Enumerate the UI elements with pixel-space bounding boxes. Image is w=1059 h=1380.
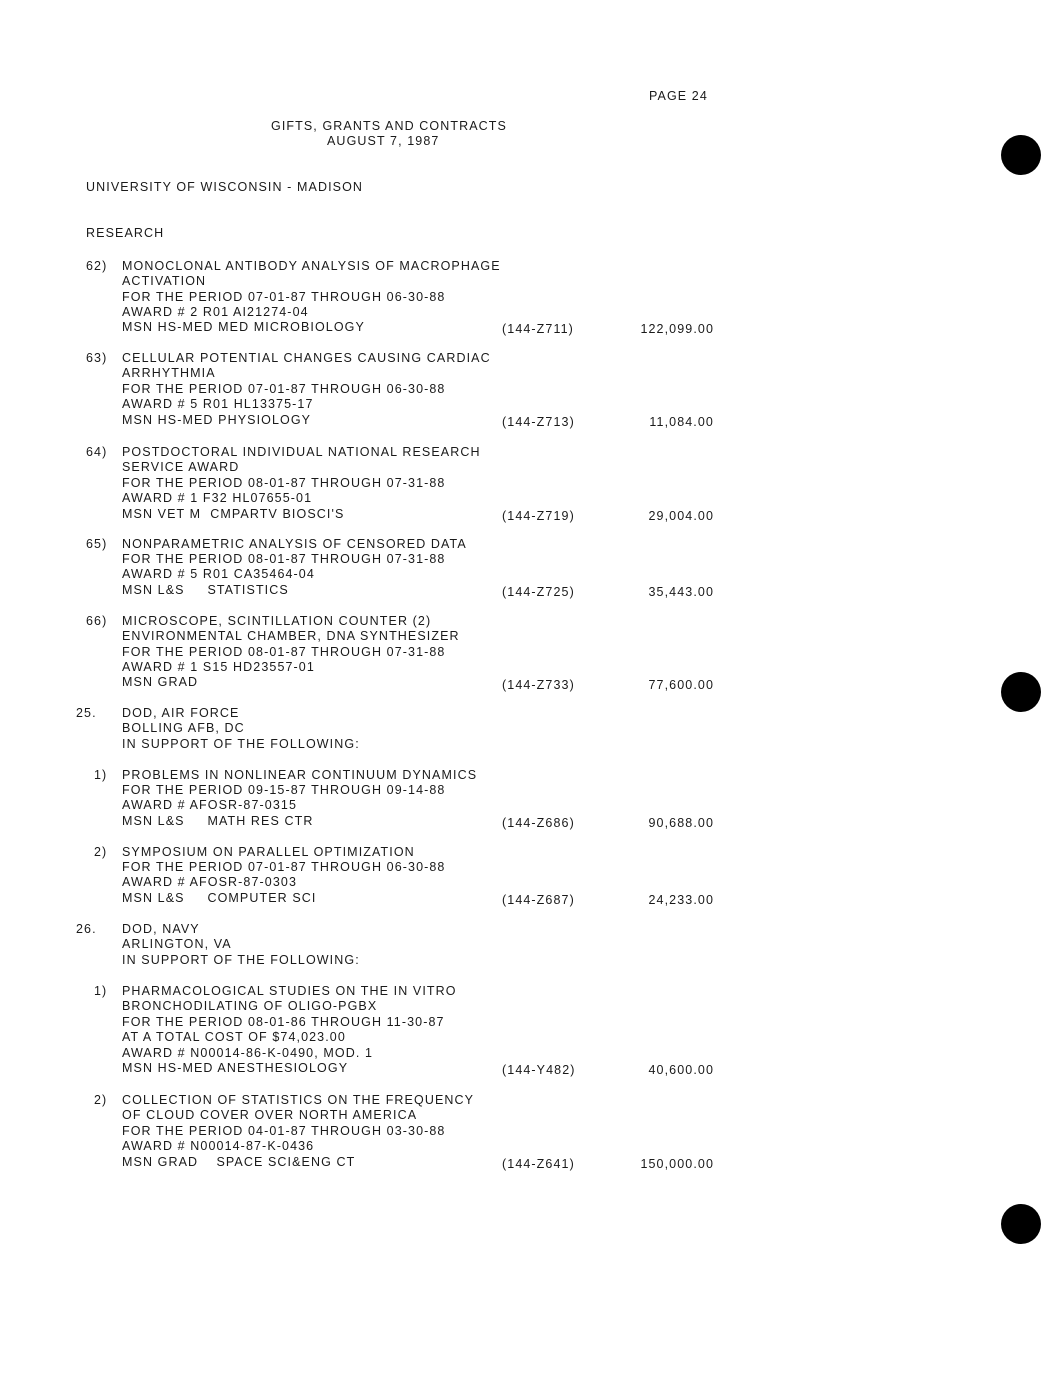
account-code: (144-Z719)	[502, 509, 575, 523]
entry-number: 62)	[86, 259, 108, 273]
entry-line: MSN L&S MATH RES CTR	[122, 814, 314, 828]
account-code: (144-Z641)	[502, 1157, 575, 1171]
entry-line: AT A TOTAL COST OF $74,023.00	[122, 1030, 346, 1044]
entry-line: MSN HS-MED MED MICROBIOLOGY	[122, 320, 365, 334]
entry-line: FOR THE PERIOD 08-01-86 THROUGH 11-30-87	[122, 1015, 445, 1029]
sponsor-number: 26.	[76, 922, 97, 936]
document-date: AUGUST 7, 1987	[327, 134, 440, 148]
entry-line: NONPARAMETRIC ANALYSIS OF CENSORED DATA	[122, 537, 467, 551]
entry-line: AWARD # AFOSR-87-0315	[122, 798, 298, 812]
entry-number: 66)	[86, 614, 108, 628]
entry-number: 2)	[94, 1093, 108, 1107]
entry-line: FOR THE PERIOD 08-01-87 THROUGH 07-31-88	[122, 552, 446, 566]
entry-number: 1)	[94, 768, 108, 782]
account-code: (144-Z725)	[502, 585, 575, 599]
entry-line: MSN HS-MED ANESTHESIOLOGY	[122, 1061, 349, 1075]
entry-line: AWARD # N00014-86-K-0490, MOD. 1	[122, 1046, 374, 1060]
amount: 90,688.00	[648, 816, 714, 830]
amount: 35,443.00	[648, 585, 714, 599]
account-code: (144-Z687)	[502, 893, 575, 907]
entry-line: PROBLEMS IN NONLINEAR CONTINUUM DYNAMICS	[122, 768, 478, 782]
entry-line: MSN L&S STATISTICS	[122, 583, 289, 597]
entry-line: MSN GRAD SPACE SCI&ENG CT	[122, 1155, 356, 1169]
entry-line: FOR THE PERIOD 09-15-87 THROUGH 09-14-88	[122, 783, 446, 797]
account-code: (144-Z686)	[502, 816, 575, 830]
entry-number: 1)	[94, 984, 108, 998]
punch-hole	[1001, 1204, 1041, 1244]
entry-number: 65)	[86, 537, 108, 551]
entry-line: CELLULAR POTENTIAL CHANGES CAUSING CARDIAC	[122, 351, 491, 365]
sponsor-line: IN SUPPORT OF THE FOLLOWING:	[122, 737, 360, 751]
entry-line: AWARD # 2 R01 AI21274-04	[122, 305, 309, 319]
account-code: (144-Z711)	[502, 322, 574, 336]
punch-hole	[1001, 135, 1041, 175]
page-number: PAGE 24	[649, 89, 708, 103]
amount: 77,600.00	[648, 678, 714, 692]
amount: 122,099.00	[640, 322, 714, 336]
entry-line: SYMPOSIUM ON PARALLEL OPTIMIZATION	[122, 845, 415, 859]
entry-line: MSN GRAD	[122, 675, 199, 689]
sponsor-line: DOD, NAVY	[122, 922, 200, 936]
entry-number: 63)	[86, 351, 108, 365]
entry-line: MICROSCOPE, SCINTILLATION COUNTER (2)	[122, 614, 432, 628]
punch-hole	[1001, 672, 1041, 712]
entry-number: 64)	[86, 445, 108, 459]
entry-line: SERVICE AWARD	[122, 460, 240, 474]
entry-line: BRONCHODILATING OF OLIGO-PGBX	[122, 999, 378, 1013]
institution-name: UNIVERSITY OF WISCONSIN - MADISON	[86, 180, 364, 194]
entry-line: AWARD # 5 R01 HL13375-17	[122, 397, 314, 411]
entry-line: AWARD # 5 R01 CA35464-04	[122, 567, 315, 581]
entry-line: FOR THE PERIOD 07-01-87 THROUGH 06-30-88	[122, 382, 446, 396]
amount: 11,084.00	[649, 415, 714, 429]
entry-line: AWARD # N00014-87-K-0436	[122, 1139, 315, 1153]
entry-line: FOR THE PERIOD 07-01-87 THROUGH 06-30-88	[122, 860, 446, 874]
entry-line: ARRHYTHMIA	[122, 366, 216, 380]
entry-line: OF CLOUD COVER OVER NORTH AMERICA	[122, 1108, 418, 1122]
entry-line: MONOCLONAL ANTIBODY ANALYSIS OF MACROPHAGE	[122, 259, 501, 273]
account-code: (144-Z713)	[502, 415, 575, 429]
amount: 29,004.00	[648, 509, 714, 523]
entry-line: FOR THE PERIOD 07-01-87 THROUGH 06-30-88	[122, 290, 446, 304]
entry-line: ACTIVATION	[122, 274, 207, 288]
sponsor-line: IN SUPPORT OF THE FOLLOWING:	[122, 953, 360, 967]
amount: 24,233.00	[648, 893, 714, 907]
entry-line: AWARD # 1 S15 HD23557-01	[122, 660, 315, 674]
section-heading: RESEARCH	[86, 226, 165, 240]
entry-line: COLLECTION OF STATISTICS ON THE FREQUENCY	[122, 1093, 475, 1107]
entry-number: 2)	[94, 845, 108, 859]
sponsor-line: BOLLING AFB, DC	[122, 721, 245, 735]
account-code: (144-Z733)	[502, 678, 575, 692]
entry-line: FOR THE PERIOD 08-01-87 THROUGH 07-31-88	[122, 645, 446, 659]
sponsor-number: 25.	[76, 706, 97, 720]
entry-line: MSN VET M CMPARTV BIOSCI'S	[122, 507, 345, 521]
entry-line: PHARMACOLOGICAL STUDIES ON THE IN VITRO	[122, 984, 457, 998]
entry-line: MSN HS-MED PHYSIOLOGY	[122, 413, 312, 427]
entry-line: FOR THE PERIOD 04-01-87 THROUGH 03-30-88	[122, 1124, 446, 1138]
entry-line: POSTDOCTORAL INDIVIDUAL NATIONAL RESEARCH	[122, 445, 481, 459]
amount: 150,000.00	[640, 1157, 714, 1171]
amount: 40,600.00	[648, 1063, 714, 1077]
entry-line: AWARD # 1 F32 HL07655-01	[122, 491, 313, 505]
entry-line: ENVIRONMENTAL CHAMBER, DNA SYNTHESIZER	[122, 629, 460, 643]
sponsor-line: DOD, AIR FORCE	[122, 706, 240, 720]
entry-line: AWARD # AFOSR-87-0303	[122, 875, 298, 889]
sponsor-line: ARLINGTON, VA	[122, 937, 232, 951]
entry-line: MSN L&S COMPUTER SCI	[122, 891, 317, 905]
entry-line: FOR THE PERIOD 08-01-87 THROUGH 07-31-88	[122, 476, 446, 490]
document-title: GIFTS, GRANTS AND CONTRACTS	[271, 119, 507, 133]
account-code: (144-Y482)	[502, 1063, 576, 1077]
